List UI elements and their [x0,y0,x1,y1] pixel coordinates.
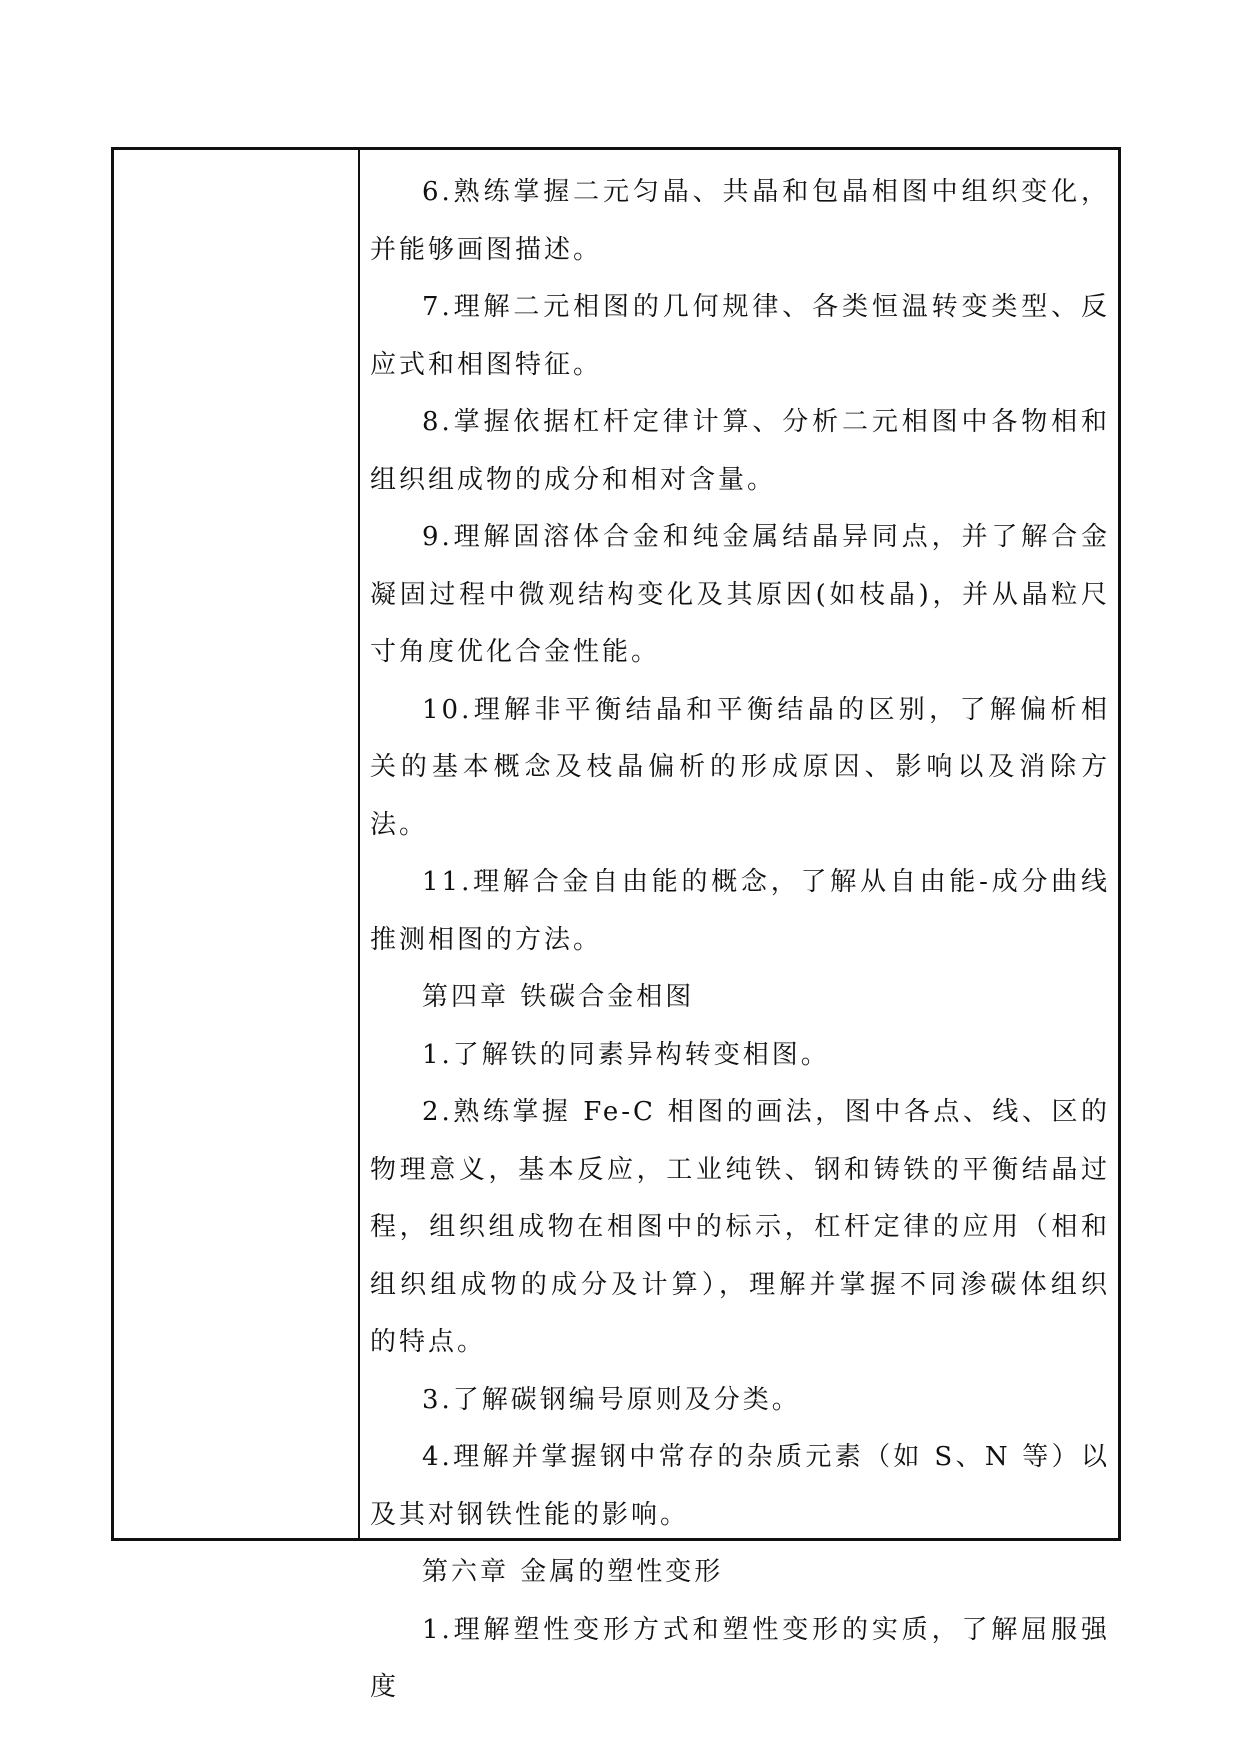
objective-item-9: 9.理解固溶体合金和纯金属结晶异同点，并了解合金凝固过程中微观结构变化及其原因(如枝晶)，并从晶粒尺寸角度优化合金性能。 [370,522,1110,667]
objective-item-11: 11.理解合金自由能的概念，了解从自由能-成分曲线推测相图的方法。 [370,867,1110,955]
chapter4-item-1: 1.了解铁的同素异构转变相图。 [422,1039,830,1070]
chapter-heading-6: 第六章 金属的塑性变形 [422,1557,724,1587]
table-left-cell [114,150,360,1538]
objective-item-10: 10.理解非平衡结晶和平衡结晶的区别，了解偏析相关的基本概念及枝晶偏析的形成原因、影响以及消除方法。 [370,694,1110,840]
chapter6-item-1: 1.理解塑性变形方式和塑性变形的实质，了解屈服强度 [370,1614,1110,1702]
table-right-cell [360,150,1118,1702]
chapter4-item-3: 3.了解碳钢编号原则及分类。 [422,1384,801,1415]
content-table [111,147,1121,1702]
chapter4-item-4: 4.理解并掌握钢中常存的杂质元素（如 S、N 等）以及其对钢铁性能的影响。 [370,1442,1110,1530]
chapter-heading-4: 第四章 铁碳合金相图 [422,982,695,1012]
objective-item-7: 7.理解二元相图的几何规律、各类恒温转变类型、反应式和相图特征。 [370,292,1110,380]
objective-item-8: 8.掌握依据杠杆定律计算、分析二元相图中各物相和组织组成物的成分和相对含量。 [370,407,1110,495]
chapter4-item-2: 2.熟练掌握 Fe-C 相图的画法，图中各点、线、区的物理意义，基本反应，工业纯铁、钢和铸铁的平衡结晶过程，组织组成物在相图中的标示，杠杆定律的应用（相和组织组成物的成分及计算），理解并掌握不同渗碳体组织的特点。 [370,1097,1110,1357]
objective-item-6: 6.熟练掌握二元匀晶、共晶和包晶相图中组织变化，并能够画图描述。 [370,177,1110,265]
